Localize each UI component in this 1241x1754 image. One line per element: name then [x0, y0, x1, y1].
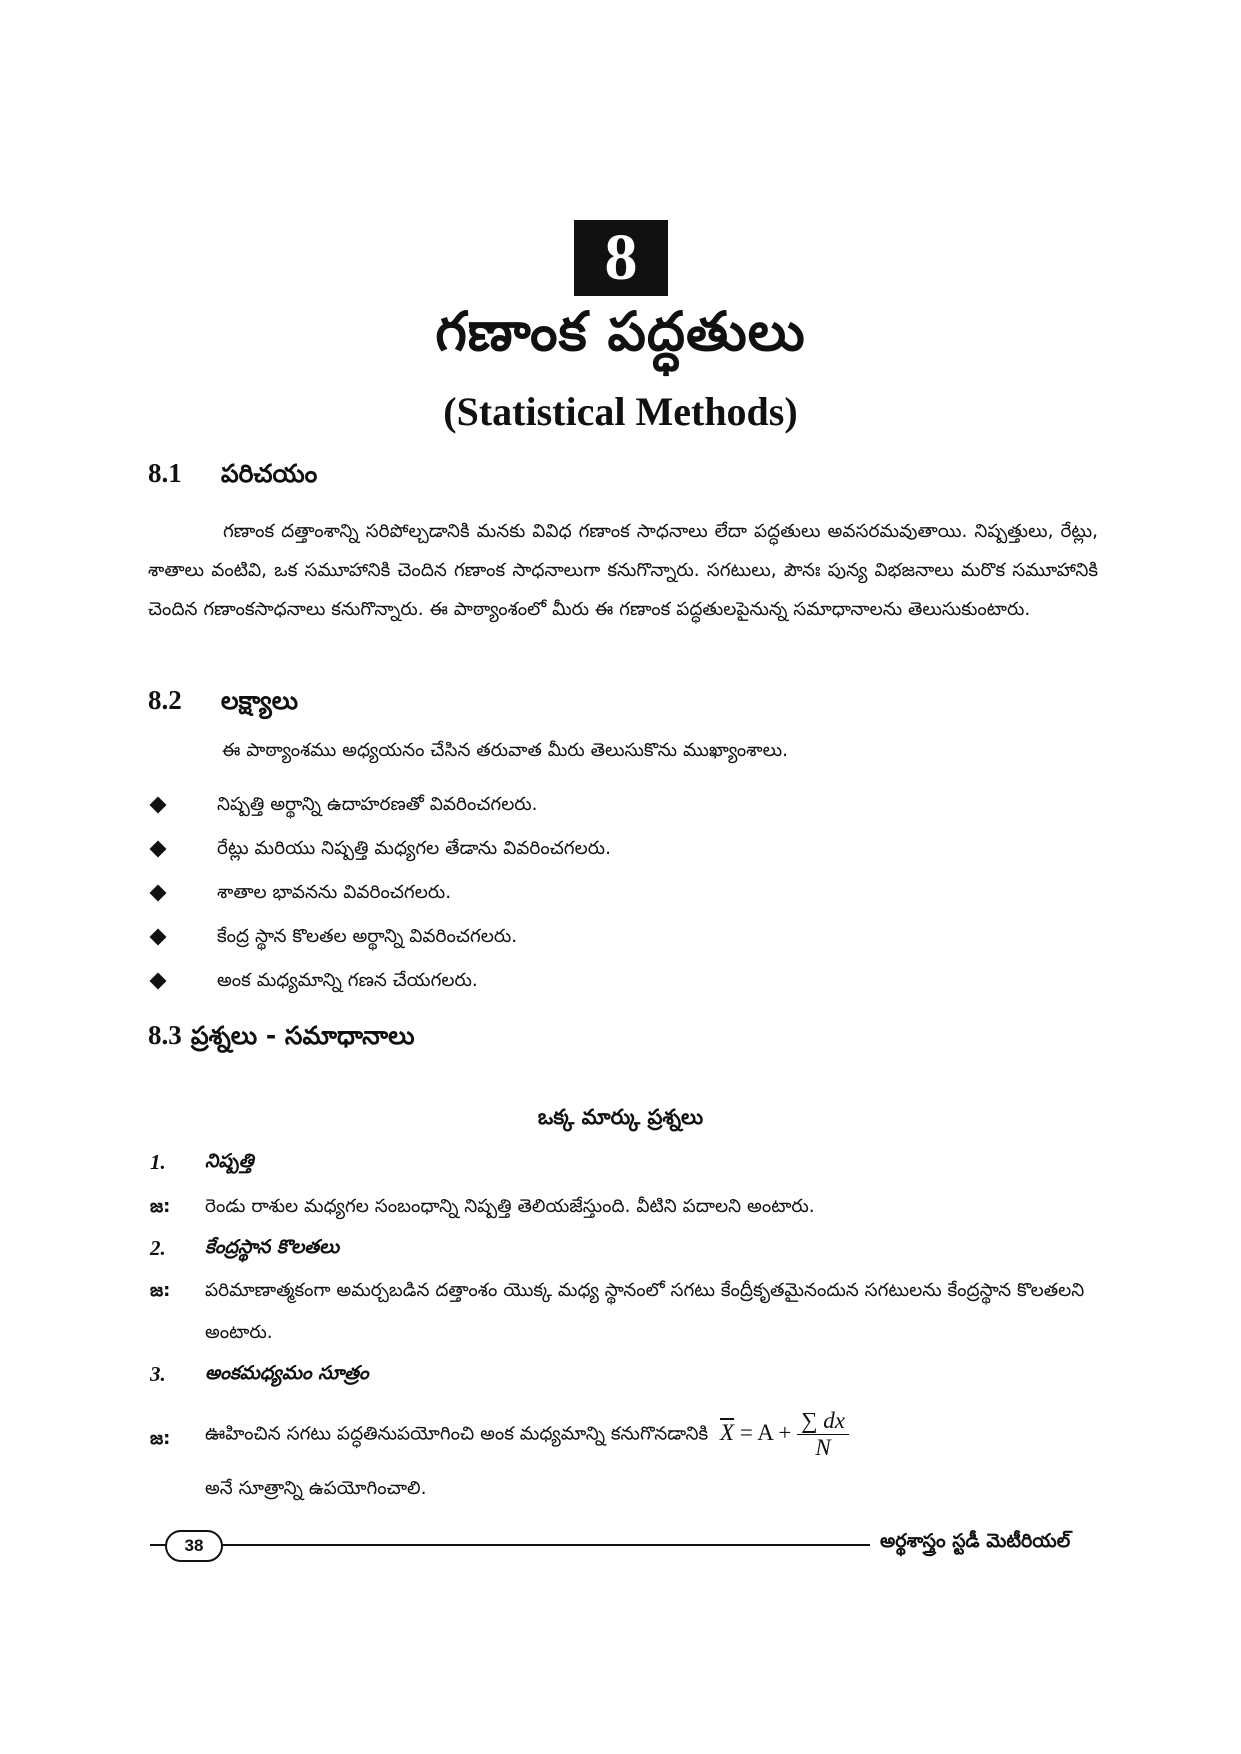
diamond-bullet-icon: [150, 973, 167, 990]
answer-label: జ:: [150, 1428, 171, 1449]
chapter-number-box: 8: [574, 220, 668, 296]
section-number: 8.2: [148, 685, 182, 715]
diamond-bullet-icon: [150, 929, 167, 946]
diamond-bullet-icon: [150, 841, 167, 858]
chapter-title-english: (Statistical Methods): [443, 389, 798, 434]
list-item-text: కేంద్ర స్థాన కొలతల అర్థాన్ని వివరించగలరు.: [217, 926, 518, 947]
diamond-bullet-icon: [150, 885, 167, 902]
list-item-text: శాతాల భావనను వివరించగలరు.: [217, 882, 452, 903]
question-number: 2.: [150, 1236, 166, 1260]
question-number: 1.: [150, 1150, 166, 1174]
answer-label: జ:: [150, 1196, 171, 1217]
list-item-text: నిష్పత్తి అర్థాన్ని ఉదాహరణతో వివరించగలరు.: [217, 794, 538, 815]
formula-lhs: $\overline{X}$: [720, 1419, 735, 1445]
one-mark-questions-heading: ఒక్క మార్కు ప్రశ్నలు: [537, 1105, 704, 1129]
footer-book-title: అర్థశాస్త్రం స్టడీ మెటీరియల్: [880, 1530, 1071, 1552]
formula-denominator: N: [815, 1435, 831, 1460]
answer-text-after: అనే సూత్రాన్ని ఉపయోగించాలి.: [205, 1478, 427, 1499]
diamond-bullet-icon: [150, 797, 167, 814]
question-number: 3.: [150, 1362, 166, 1386]
objectives-intro: ఈ పాఠ్యాంశము అధ్యయనం చేసిన తరువాత మీరు తెలుసుకొను ముఖ్యాంశాలు.: [222, 740, 789, 761]
section-number: 8.1: [148, 458, 182, 488]
chapter-title-telugu: గణాంక పద్ధతులు: [435, 300, 806, 363]
footer-rule: [150, 1544, 870, 1546]
list-item-text: రేట్లు మరియు నిష్పత్తి మధ్యగల తేడాను వివరించగలరు.: [217, 838, 611, 859]
mean-formula: [720, 1408, 849, 1461]
section-8-2-heading: [148, 685, 298, 722]
section-number: 8.3: [148, 1020, 182, 1050]
section-8-3-heading: [148, 1020, 415, 1057]
formula-numerator: ∑ dx: [797, 1408, 849, 1435]
intro-paragraph: గణాంక దత్తాంశాన్ని సరిపోల్చడానికి మనకు వివిధ గణాంక సాధనాలు లేదా పద్ధతులు అవసరమవుతాయి. నిష్పత్తులు, రేట్లు, శాతాలు వంటివి, ఒక సమూహానికి చెందిన గణాంక సాధనాలుగా కనుగొన్నారు. సగటులు, పౌనః పున్య విభజనాలు మరొక సమూహానికి చెందిన గణాంకసాధనాలు కనుగొన్నారు. ఈ పాఠ్యాంశంలో మీరు ఈ గణాంక పద్ధతులపైనున్న సమాధానాలను తెలుసుకుంటారు.: [148, 521, 1098, 620]
answer-label: జ:: [150, 1280, 171, 1301]
formula-fraction: [797, 1408, 849, 1461]
question-text: కేంద్రస్థాన కొలతలు: [205, 1236, 340, 1258]
list-item-text: అంక మధ్యమాన్ని గణన చేయగలరు.: [217, 970, 478, 991]
section-8-1-heading: [148, 458, 317, 495]
section-title: లక్ష్యాలు: [220, 686, 299, 715]
page-number: 38: [165, 1530, 223, 1562]
answer-text-before: ఊహించిన సగటు పద్ధతినుపయోగించి అంక మధ్యమాన్ని కనుగొనడానికి: [205, 1423, 709, 1445]
answer-text: [205, 1408, 855, 1461]
section-title: పరిచయం: [220, 459, 318, 488]
formula-equals: = A +: [739, 1419, 792, 1445]
question-text: అంకమధ్యమం సూత్రం: [205, 1362, 369, 1384]
section-title: ప్రశ్నలు - సమాధానాలు: [190, 1021, 415, 1050]
question-text: నిష్పత్తి: [205, 1150, 254, 1172]
answer-text: రెండు రాశుల మధ్యగల సంబంధాన్ని నిష్పత్తి తెలియజేస్తుంది. వీటిని పదాలని అంటారు.: [205, 1196, 815, 1217]
answer-text: పరిమాణాత్మకంగా అమర్చబడిన దత్తాంశం యొక్క మధ్య స్థానంలో సగటు కేంద్రీకృతమైనందున సగటులను కేంద్రస్థాన కొలతలని అంటారు.: [205, 1280, 1085, 1343]
